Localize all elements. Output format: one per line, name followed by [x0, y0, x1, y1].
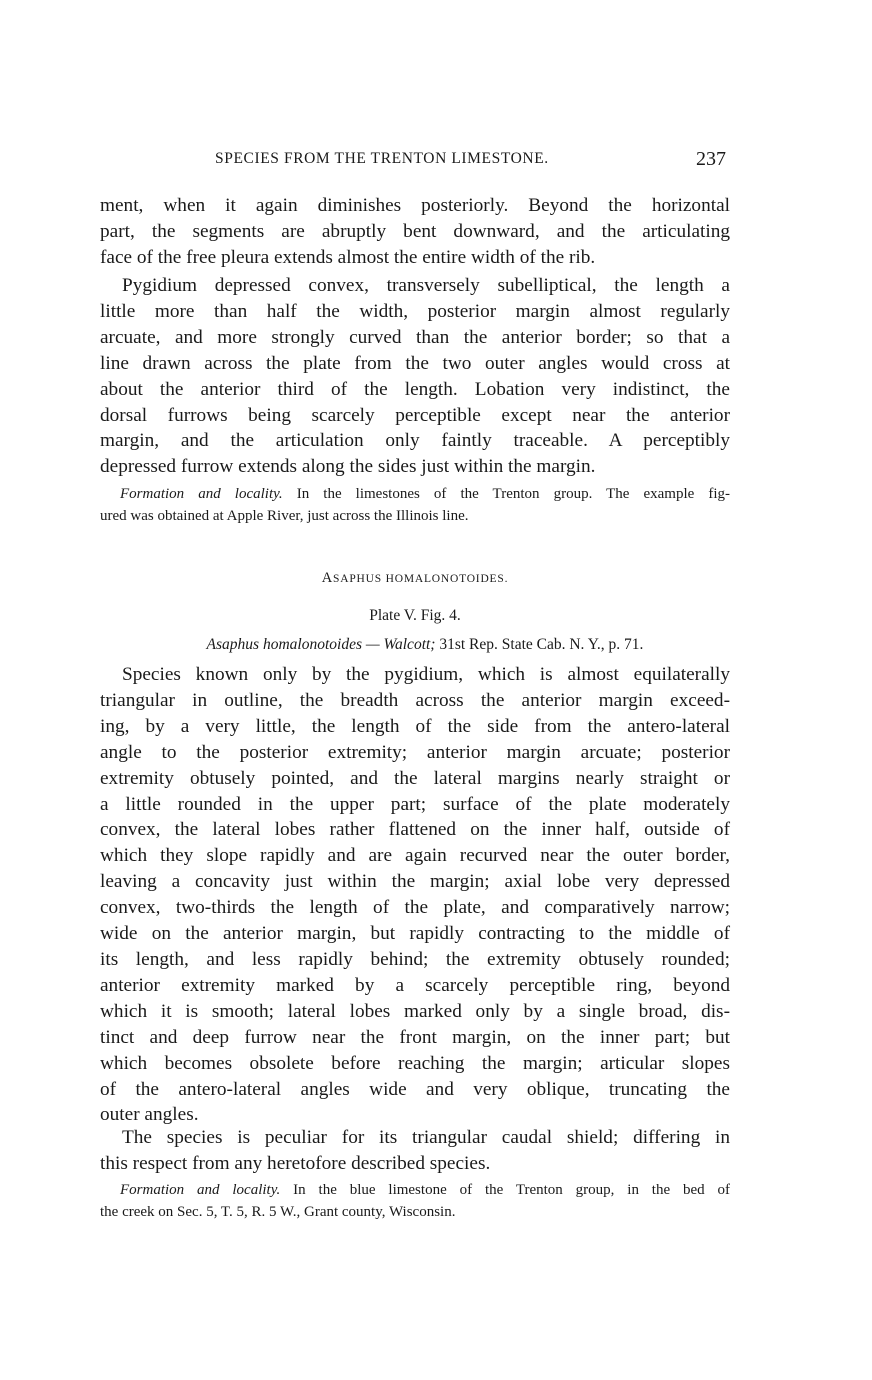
text-line: arcuate, and more strongly curved than the anterior border; so that a	[100, 326, 730, 348]
paragraph-peculiar	[100, 1125, 730, 1177]
text-line: triangular in outline, the breadth across the anterior margin exceed-	[100, 689, 730, 711]
text-line: of the antero-lateral angles wide and very oblique, truncating the	[100, 1078, 730, 1100]
text-line: which it is smooth; lateral lobes marked only by a single broad, dis-	[100, 1000, 730, 1022]
note-line: the creek on Sec. 5, T. 5, R. 5 W., Grant county, Wisconsin.	[100, 1203, 456, 1220]
text-line: its length, and less rapidly behind; the extremity obtusely rounded;	[100, 948, 730, 970]
text-line: convex, the lateral lobes rather flattened on the inner half, outside of	[100, 819, 730, 841]
synonymy-reference: 31st Rep. State Cab. N. Y., p. 71.	[439, 636, 644, 653]
text-line: Pygidium depressed convex, transversely subelliptical, the length a	[122, 275, 730, 296]
heading-rest: SAPHUS HOMALONOTOIDES.	[333, 573, 509, 585]
synonymy-taxon: Asaphus homalonotoides	[206, 636, 362, 653]
text-line: which becomes obsolete before reaching the margin; articular slopes	[100, 1052, 730, 1074]
text-line: little more than half the width, posterior margin almost regularly	[100, 300, 730, 322]
paragraph-pygidium	[100, 273, 730, 480]
text-line: wide on the anterior margin, but rapidly contracting to the middle of	[100, 923, 730, 945]
formation-note-1	[100, 484, 730, 527]
text-line: a little rounded in the upper part; surface of the plate moderately	[100, 793, 730, 815]
paragraph-continued	[100, 193, 730, 271]
text-line: extremity obtusely pointed, and the lateral margins nearly straight or	[100, 767, 730, 789]
text-line: dorsal furrows being scarcely perceptible except near the anterior	[100, 404, 730, 426]
page-number: 237	[696, 148, 726, 170]
note-line	[100, 1180, 730, 1202]
text-line: line drawn across the plate from the two outer angles would cross at	[100, 352, 730, 374]
text-line: Species known only by the pygidium, which is almost equilaterally	[122, 664, 730, 685]
text-line: part, the segments are abruptly bent downward, and the articulating	[100, 220, 730, 242]
text-line: ing, by a very little, the length of the side from the antero-lateral	[100, 715, 730, 737]
running-title: SPECIES FROM THE TRENTON LIMESTONE.	[215, 150, 549, 167]
note-line: ured was obtained at Apple River, just across the Illinois line.	[100, 507, 469, 524]
note-label: Formation and locality.	[120, 1182, 281, 1198]
text-line: The species is peculiar for its triangular caudal shield; differing in	[122, 1127, 730, 1148]
text-line: convex, two-thirds the length of the plate, and comparatively narrow;	[100, 897, 730, 919]
text-line: ment, when it again diminishes posteriorly. Beyond the horizontal	[100, 195, 730, 216]
heading-initial: A	[321, 570, 334, 586]
text-line: margin, and the articulation only faintly traceable. A perceptibly	[100, 430, 730, 452]
text-line: tinct and deep furrow near the front margin, on the inner part; but	[100, 1026, 730, 1048]
note-label: Formation and locality.	[120, 486, 283, 502]
text-line: leaving a concavity just within the margin; axial lobe very depressed	[100, 871, 730, 893]
plate-reference: Plate V. Fig. 4.	[369, 607, 461, 624]
formation-note-2	[100, 1180, 730, 1223]
synonymy-line	[100, 636, 740, 654]
paragraph-description	[100, 662, 730, 1128]
text-line: outer angles.	[100, 1104, 199, 1126]
note-text: In the blue limestone of the Trenton group, in the bed of	[293, 1182, 731, 1198]
text-line: about the anterior third of the length. Lobation very indistinct, the	[100, 378, 730, 400]
note-line	[100, 484, 730, 506]
note-text: In the limestones of the Trenton group. The example fig-	[296, 486, 730, 502]
text-line: which they slope rapidly and are again recurved near the outer border,	[100, 845, 730, 867]
synonymy-author: — Walcott;	[365, 636, 436, 653]
text-line: angle to the posterior extremity; anterior margin arcuate; posterior	[100, 741, 730, 763]
species-heading	[100, 570, 730, 587]
text-line: depressed furrow extends along the sides just within the margin.	[100, 456, 596, 478]
text-line: anterior extremity marked by a scarcely perceptible ring, beyond	[100, 974, 730, 996]
running-head	[100, 148, 726, 174]
text-line: face of the free pleura extends almost the entire width of the rib.	[100, 246, 596, 268]
text-line: this respect from any heretofore described species.	[100, 1152, 491, 1174]
